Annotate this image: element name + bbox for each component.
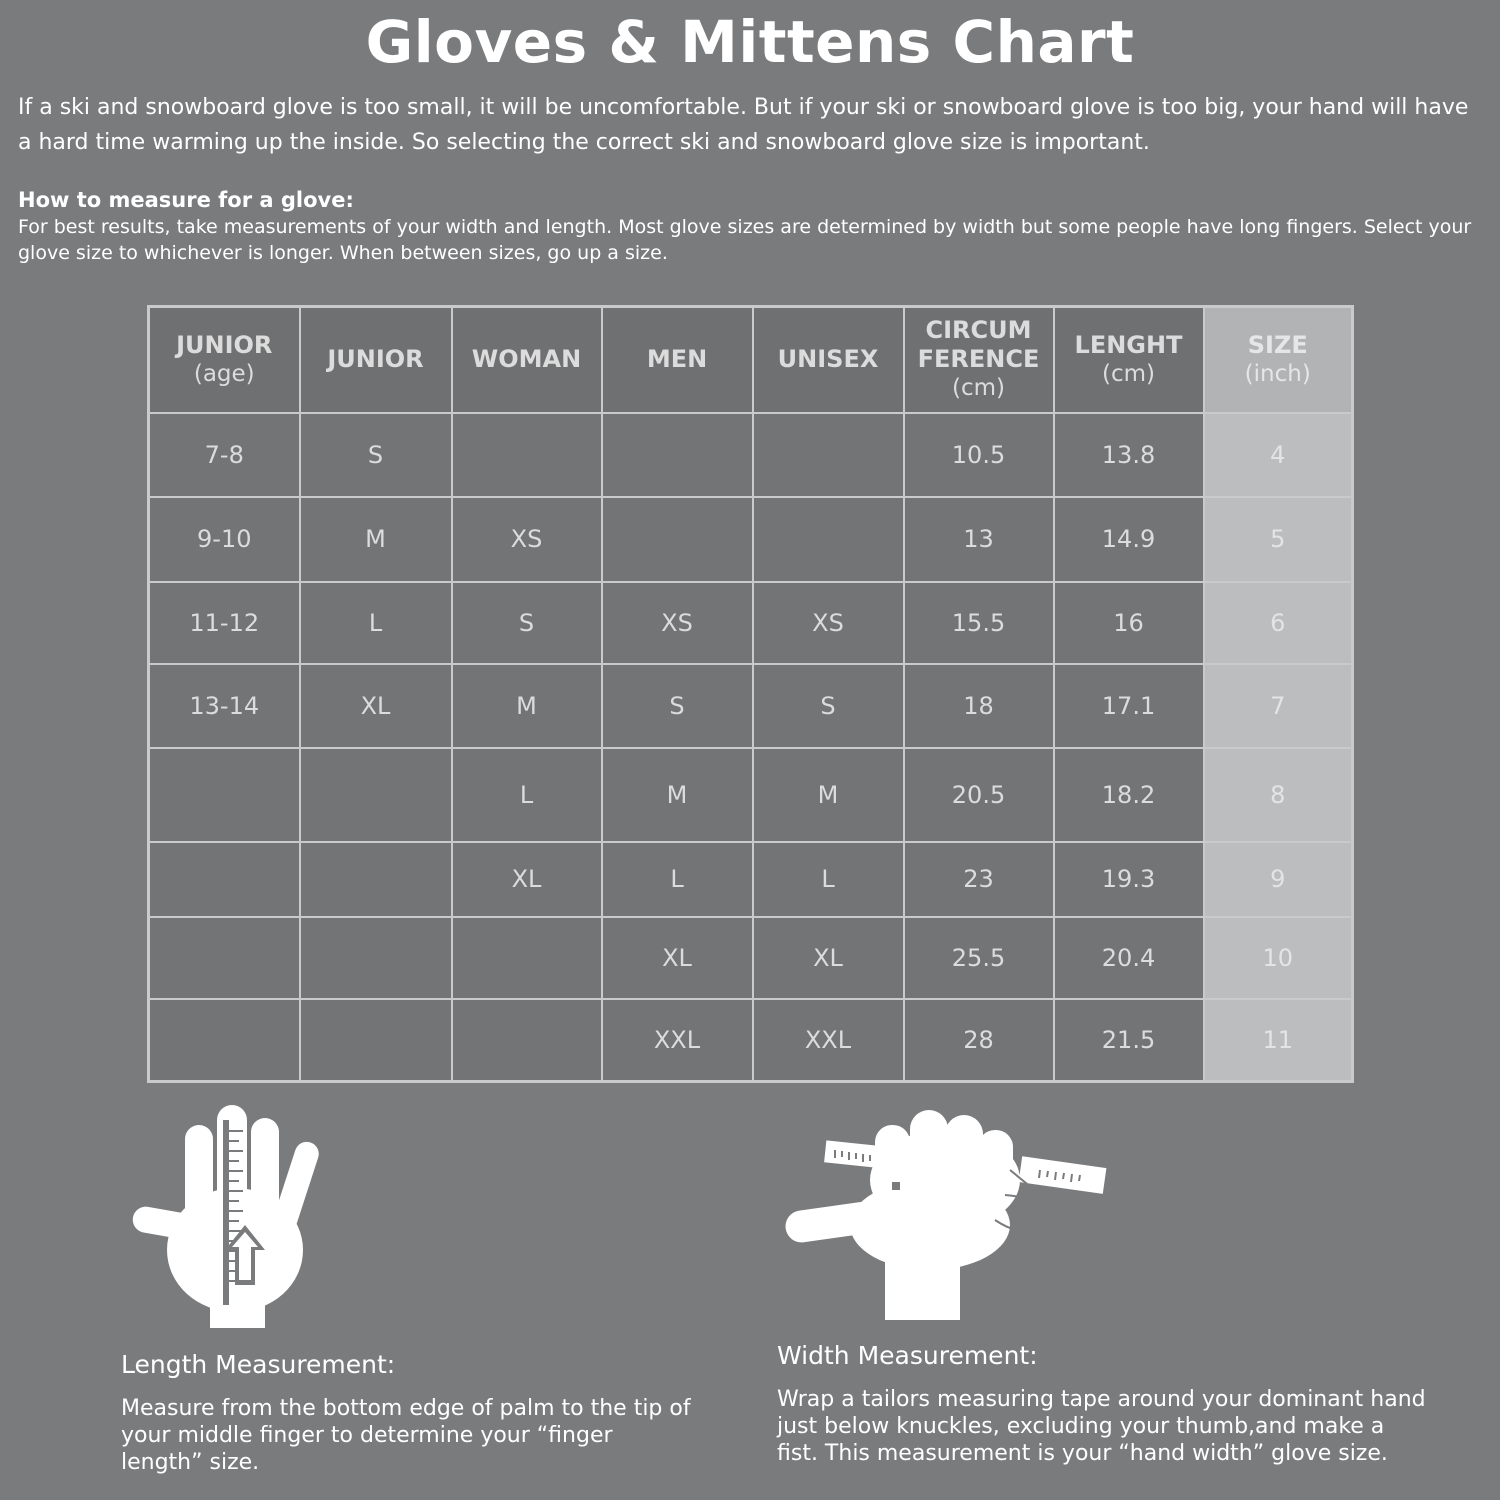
header-men: MEN bbox=[602, 307, 753, 413]
cell-woman: L bbox=[452, 748, 602, 842]
cell-junior-age bbox=[149, 748, 300, 842]
header-unisex: UNISEX bbox=[753, 307, 904, 413]
cell-length: 20.4 bbox=[1054, 917, 1204, 999]
cell-junior-age: 13-14 bbox=[149, 664, 300, 748]
cell-size: 6 bbox=[1204, 582, 1353, 664]
cell-men bbox=[602, 413, 753, 497]
cell-size: 5 bbox=[1204, 497, 1353, 582]
cell-junior-age bbox=[149, 917, 300, 999]
header-circumference: CIRCUM FERENCE (cm) bbox=[904, 307, 1054, 413]
length-measurement-text: Measure from the bottom edge of palm to the tip of your middle finger to determine your “finger length” size. bbox=[121, 1396, 691, 1475]
table-row bbox=[149, 413, 1353, 497]
cell-unisex: L bbox=[753, 842, 904, 917]
table-row bbox=[149, 917, 1353, 999]
cell-unisex: XXL bbox=[753, 999, 904, 1082]
cell-junior-age: 11-12 bbox=[149, 582, 300, 664]
cell-length: 14.9 bbox=[1054, 497, 1204, 582]
cell-length: 17.1 bbox=[1054, 664, 1204, 748]
cell-junior bbox=[300, 917, 452, 999]
table-row bbox=[149, 999, 1353, 1082]
cell-men: XL bbox=[602, 917, 753, 999]
cell-junior bbox=[300, 748, 452, 842]
cell-junior: M bbox=[300, 497, 452, 582]
width-measurement-title: Width Measurement: bbox=[777, 1341, 1038, 1370]
cell-woman bbox=[452, 999, 602, 1082]
cell-size: 9 bbox=[1204, 842, 1353, 917]
table-row bbox=[149, 842, 1353, 917]
cell-length: 13.8 bbox=[1054, 413, 1204, 497]
fist-width-icon bbox=[780, 1100, 1110, 1325]
cell-junior-age: 9-10 bbox=[149, 497, 300, 582]
cell-circumference: 13 bbox=[904, 497, 1054, 582]
cell-junior bbox=[300, 999, 452, 1082]
cell-men: S bbox=[602, 664, 753, 748]
cell-junior-age: 7-8 bbox=[149, 413, 300, 497]
cell-junior-age bbox=[149, 999, 300, 1082]
cell-junior bbox=[300, 842, 452, 917]
cell-circumference: 28 bbox=[904, 999, 1054, 1082]
cell-woman: XL bbox=[452, 842, 602, 917]
table-row bbox=[149, 497, 1353, 582]
header-woman: WOMAN bbox=[452, 307, 602, 413]
cell-size: 10 bbox=[1204, 917, 1353, 999]
cell-length: 16 bbox=[1054, 582, 1204, 664]
width-measurement-text: Wrap a tailors measuring tape around your dominant hand just below knuckles, excluding your thumb,and make a fist. This measurement is your “hand width” glove size. bbox=[777, 1387, 1426, 1466]
cell-circumference: 25.5 bbox=[904, 917, 1054, 999]
cell-length: 18.2 bbox=[1054, 748, 1204, 842]
table-row bbox=[149, 664, 1353, 748]
cell-size: 11 bbox=[1204, 999, 1353, 1082]
intro-text: If a ski and snowboard glove is too small, it will be uncomfortable. But if your ski or snowboard glove is too big, your hand will have a hard time warming up the inside. So selecting the correct ski and snowboard glove size is important. bbox=[18, 95, 1469, 155]
cell-unisex: S bbox=[753, 664, 904, 748]
header-length: LENGHT (cm) bbox=[1054, 307, 1204, 413]
header-junior-age: JUNIOR (age) bbox=[149, 307, 300, 413]
cell-length: 19.3 bbox=[1054, 842, 1204, 917]
cell-circumference: 20.5 bbox=[904, 748, 1054, 842]
howto-text: For best results, take measurements of your width and length. Most glove sizes are determined by width but some people have long fingers. Select your glove size to whichever is longer. When between sizes, go up a size. bbox=[18, 216, 1472, 264]
table-row bbox=[149, 582, 1353, 664]
header-junior: JUNIOR bbox=[300, 307, 452, 413]
cell-size: 4 bbox=[1204, 413, 1353, 497]
cell-woman bbox=[452, 413, 602, 497]
cell-junior: XL bbox=[300, 664, 452, 748]
cell-size: 7 bbox=[1204, 664, 1353, 748]
cell-men: XXL bbox=[602, 999, 753, 1082]
cell-junior: S bbox=[300, 413, 452, 497]
cell-unisex: XL bbox=[753, 917, 904, 999]
table-header-row bbox=[149, 307, 1353, 413]
cell-circumference: 15.5 bbox=[904, 582, 1054, 664]
cell-woman: XS bbox=[452, 497, 602, 582]
cell-circumference: 23 bbox=[904, 842, 1054, 917]
cell-length: 21.5 bbox=[1054, 999, 1204, 1082]
size-chart-table bbox=[147, 305, 1354, 1083]
cell-unisex bbox=[753, 413, 904, 497]
cell-woman bbox=[452, 917, 602, 999]
howto-title: How to measure for a glove: bbox=[18, 188, 354, 212]
cell-unisex: M bbox=[753, 748, 904, 842]
header-size: SIZE (inch) bbox=[1204, 307, 1353, 413]
cell-junior: L bbox=[300, 582, 452, 664]
cell-woman: S bbox=[452, 582, 602, 664]
cell-men: L bbox=[602, 842, 753, 917]
cell-unisex: XS bbox=[753, 582, 904, 664]
cell-woman: M bbox=[452, 664, 602, 748]
cell-size: 8 bbox=[1204, 748, 1353, 842]
table-row bbox=[149, 748, 1353, 842]
page-title: Gloves & Mittens Chart bbox=[365, 8, 1135, 76]
cell-junior-age bbox=[149, 842, 300, 917]
cell-unisex bbox=[753, 497, 904, 582]
cell-men: XS bbox=[602, 582, 753, 664]
cell-men: M bbox=[602, 748, 753, 842]
length-measurement-title: Length Measurement: bbox=[121, 1350, 396, 1379]
hand-length-icon bbox=[125, 1100, 345, 1330]
cell-men bbox=[602, 497, 753, 582]
cell-circumference: 18 bbox=[904, 664, 1054, 748]
cell-circumference: 10.5 bbox=[904, 413, 1054, 497]
